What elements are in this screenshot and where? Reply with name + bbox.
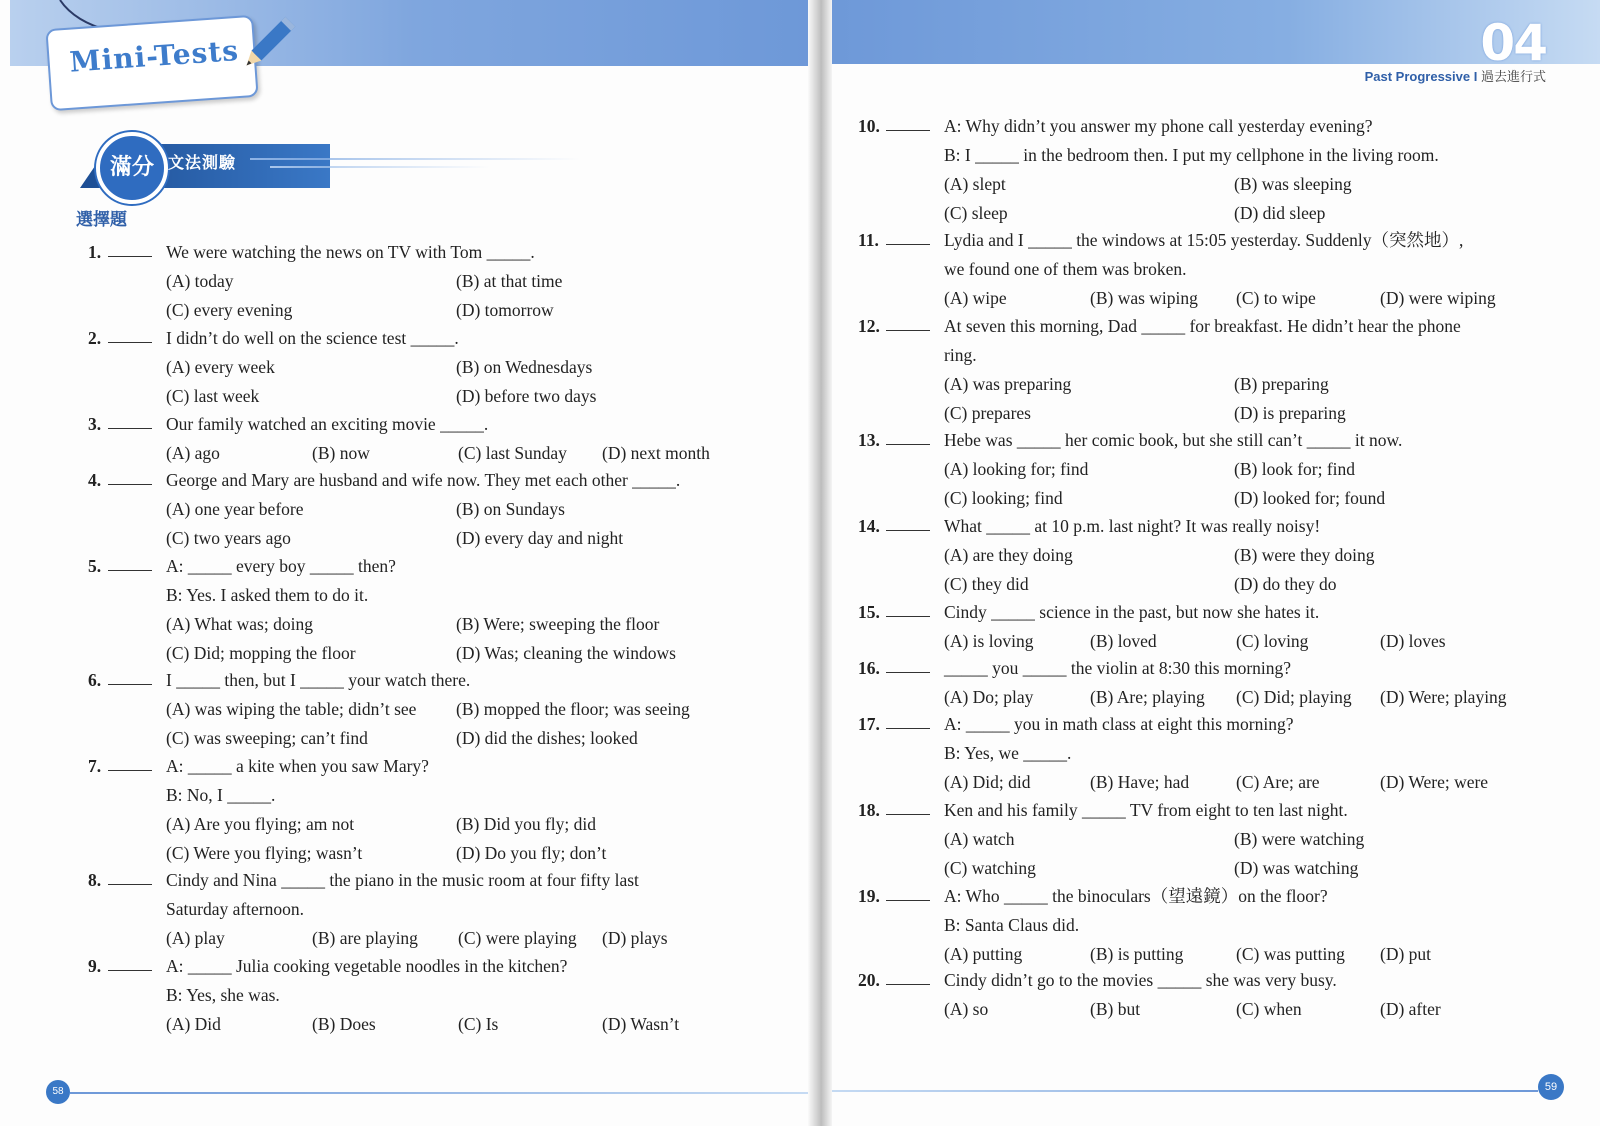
answer-option[interactable]: (C) last week <box>166 386 260 406</box>
question-stem: George and Mary are husband and wife now. They met each other _____. <box>166 470 681 490</box>
question-stem: A: _____ every boy _____ then? <box>166 556 396 576</box>
right-page <box>818 0 1600 1126</box>
answer-blank[interactable] <box>886 530 930 531</box>
question-stem: _____ you _____ the violin at 8:30 this morning? <box>944 658 1292 678</box>
question-number: 6. <box>88 670 102 690</box>
answer-option[interactable]: (B) on Wednesdays <box>456 357 593 377</box>
answer-option[interactable]: (A) What was; doing <box>166 614 313 634</box>
question-stem-continued: B: Santa Claus did. <box>944 915 1080 935</box>
question-stem: A: Who _____ the binoculars（望遠鏡）on the floor? <box>944 886 1328 906</box>
answer-option[interactable]: (A) wipe <box>944 288 1007 308</box>
question-number: 1. <box>88 242 102 262</box>
question-stem-continued: ring. <box>944 345 977 365</box>
answer-option[interactable]: (C) when <box>1236 999 1302 1019</box>
answer-option[interactable]: (C) prepares <box>944 403 1031 423</box>
chapter-title <box>1365 66 1546 85</box>
answer-option[interactable]: (D) put <box>1380 944 1432 964</box>
chapter-title-en: Past Progressive <box>1364 69 1471 84</box>
section-title: 選擇題 <box>76 210 127 230</box>
answer-option[interactable]: (D) Were; playing <box>1380 687 1507 707</box>
question-number: 10. <box>858 116 880 136</box>
answer-blank[interactable] <box>108 884 152 885</box>
answer-option[interactable]: (C) looking; find <box>944 488 1063 508</box>
answer-option[interactable]: (B) were watching <box>1234 829 1365 849</box>
question-number: 13. <box>858 430 880 450</box>
answer-blank[interactable] <box>886 728 930 729</box>
answer-option[interactable]: (D) looked for; found <box>1234 488 1386 508</box>
answer-blank[interactable] <box>886 130 930 131</box>
answer-option[interactable]: (A) are they doing <box>944 545 1073 565</box>
answer-option[interactable]: (C) Is <box>458 1014 499 1034</box>
question-stem: I _____ then, but I _____ your watch there. <box>166 670 471 690</box>
answer-option[interactable]: (C) to wipe <box>1236 288 1316 308</box>
answer-option[interactable]: (A) was wiping the table; didn’t see <box>166 699 417 719</box>
question-stem: A: _____ you in math class at eight this morning? <box>944 714 1294 734</box>
answer-blank[interactable] <box>886 330 930 331</box>
answer-option[interactable]: (B) Does <box>312 1014 376 1034</box>
answer-option[interactable]: (D) did the dishes; looked <box>456 728 638 748</box>
decor-line <box>250 158 580 160</box>
answer-option[interactable]: (D) Was; cleaning the windows <box>456 643 676 663</box>
question-stem: I didn’t do well on the science test _____. <box>166 328 459 348</box>
answer-option[interactable]: (A) looking for; find <box>944 459 1089 479</box>
question-stem: Hebe was _____ her comic book, but she still can’t _____ it now. <box>944 430 1403 450</box>
answer-blank[interactable] <box>886 616 930 617</box>
answer-option[interactable]: (C) Did; mopping the floor <box>166 643 356 663</box>
answer-option[interactable]: (C) was sweeping; can’t find <box>166 728 368 748</box>
question-stem-continued: B: No, I _____. <box>166 785 276 805</box>
answer-option[interactable]: (C) Are; are <box>1236 772 1320 792</box>
answer-option[interactable]: (C) was putting <box>1236 944 1345 964</box>
answer-option[interactable]: (C) loving <box>1236 631 1309 651</box>
question-number: 7. <box>88 756 102 776</box>
question-stem: A: Why didn’t you answer my phone call yesterday evening? <box>944 116 1373 136</box>
question-number: 20. <box>858 970 880 990</box>
answer-option[interactable]: (A) putting <box>944 944 1023 964</box>
answer-option[interactable]: (C) two years ago <box>166 528 291 548</box>
answer-option[interactable]: (C) Were you flying; wasn’t <box>166 843 363 863</box>
question-stem: Cindy _____ science in the past, but now she hates it. <box>944 602 1320 622</box>
answer-blank[interactable] <box>886 984 930 985</box>
question-number: 4. <box>88 470 102 490</box>
chapter-title-separator: I <box>1473 69 1478 84</box>
answer-option[interactable]: (D) is preparing <box>1234 403 1346 423</box>
pencil-icon <box>232 10 302 80</box>
question-item <box>88 952 768 1102</box>
answer-option[interactable]: (B) loved <box>1090 631 1157 651</box>
answer-option[interactable]: (B) now <box>312 443 370 463</box>
answer-option[interactable]: (D) next month <box>602 443 710 463</box>
answer-option[interactable]: (A) Are you flying; am not <box>166 814 355 834</box>
answer-option[interactable]: (B) Have; had <box>1090 772 1190 792</box>
answer-option[interactable]: (A) was preparing <box>944 374 1072 394</box>
footer-line <box>818 1090 1538 1092</box>
answer-option[interactable]: (B) were they doing <box>1234 545 1375 565</box>
answer-blank[interactable] <box>108 970 152 971</box>
question-stem-continued: Saturday afternoon. <box>166 899 305 919</box>
answer-option[interactable]: (A) play <box>166 928 225 948</box>
mini-tests-title: Mini-Tests <box>68 33 240 79</box>
book-gutter <box>808 0 832 1126</box>
answer-option[interactable]: (B) Did you fly; did <box>456 814 596 834</box>
mini-tests-tag <box>45 15 258 111</box>
answer-option[interactable]: (B) mopped the floor; was seeing <box>456 699 690 719</box>
answer-option[interactable]: (A) today <box>166 271 234 291</box>
answer-option[interactable]: (B) look for; find <box>1234 459 1356 479</box>
answer-option[interactable]: (A) Did <box>166 1014 221 1034</box>
answer-option[interactable]: (C) they did <box>944 574 1029 594</box>
answer-option[interactable]: (B) are playing <box>312 928 418 948</box>
answer-option[interactable]: (D) were wiping <box>1380 288 1496 308</box>
answer-blank[interactable] <box>886 672 930 673</box>
answer-blank[interactable] <box>108 342 152 343</box>
answer-option[interactable]: (A) Did; did <box>944 772 1031 792</box>
answer-option[interactable]: (B) Were; sweeping the floor <box>456 614 660 634</box>
answer-option[interactable]: (A) slept <box>944 174 1006 194</box>
chapter-number: 04 <box>1480 14 1546 72</box>
section-header-badge <box>80 128 520 192</box>
answer-blank[interactable] <box>108 770 152 771</box>
question-number: 3. <box>88 414 102 434</box>
question-stem-continued: B: I _____ in the bedroom then. I put my cellphone in the living room. <box>944 145 1439 165</box>
question-number: 16. <box>858 658 880 678</box>
question-stem-continued: B: Yes, she was. <box>166 985 280 1005</box>
question-stem: Lydia and I _____ the windows at 15:05 yesterday. Suddenly（突然地）, <box>944 230 1464 250</box>
question-number: 11. <box>858 230 879 250</box>
question-stem-continued: B: Yes, we _____. <box>944 743 1072 763</box>
answer-option[interactable]: (D) Do you fly; don’t <box>456 843 607 863</box>
answer-blank[interactable] <box>886 244 930 245</box>
question-number: 12. <box>858 316 880 336</box>
question-stem: At seven this morning, Dad _____ for breakfast. He didn’t hear the phone <box>944 316 1461 336</box>
answer-option[interactable]: (D) plays <box>602 928 668 948</box>
answer-option[interactable]: (B) at that time <box>456 271 563 291</box>
question-stem: Cindy and Nina _____ the piano in the music room at four fifty last <box>166 870 639 890</box>
question-stem: Ken and his family _____ TV from eight to ten last night. <box>944 800 1348 820</box>
footer-line <box>70 1092 810 1094</box>
question-stem: What _____ at 10 p.m. last night? It was really noisy! <box>944 516 1321 536</box>
page-number: 59 <box>1538 1074 1564 1100</box>
answer-option[interactable]: (A) watch <box>944 829 1015 849</box>
question-number: 8. <box>88 870 102 890</box>
answer-blank[interactable] <box>108 684 152 685</box>
header-circle: 滿分 <box>96 132 168 204</box>
question-number: 5. <box>88 556 102 576</box>
answer-option[interactable]: (A) every week <box>166 357 275 377</box>
answer-blank[interactable] <box>886 814 930 815</box>
question-number: 19. <box>858 886 880 906</box>
answer-option[interactable]: (D) was watching <box>1234 858 1359 878</box>
question-number: 2. <box>88 328 102 348</box>
question-number: 15. <box>858 602 880 622</box>
answer-option[interactable]: (A) ago <box>166 443 220 463</box>
question-number: 9. <box>88 956 102 976</box>
answer-option[interactable]: (A) is loving <box>944 631 1034 651</box>
chapter-title-zh: 過去進行式 <box>1480 69 1546 84</box>
answer-option[interactable]: (B) was sleeping <box>1234 174 1352 194</box>
answer-option[interactable]: (D) Were; were <box>1380 772 1489 792</box>
question-stem: Cindy didn’t go to the movies _____ she was very busy. <box>944 970 1337 990</box>
question-stem: A: _____ a kite when you saw Mary? <box>166 756 429 776</box>
question-item <box>858 966 1558 1116</box>
answer-option[interactable]: (D) every day and night <box>456 528 624 548</box>
question-number: 17. <box>858 714 880 734</box>
answer-option[interactable]: (A) one year before <box>166 499 304 519</box>
answer-option[interactable]: (D) before two days <box>456 386 597 406</box>
answer-option[interactable]: (C) watching <box>944 858 1036 878</box>
question-stem: A: _____ Julia cooking vegetable noodles in the kitchen? <box>166 956 568 976</box>
answer-option[interactable]: (A) Do; play <box>944 687 1034 707</box>
answer-option[interactable]: (D) Wasn’t <box>602 1014 680 1034</box>
question-stem-continued: B: Yes. I asked them to do it. <box>166 585 369 605</box>
answer-option[interactable]: (A) so <box>944 999 989 1019</box>
answer-blank[interactable] <box>886 444 930 445</box>
header-label: 文法測驗 <box>168 153 237 172</box>
answer-option[interactable]: (D) tomorrow <box>456 300 554 320</box>
question-stem: Our family watched an exciting movie _____. <box>166 414 489 434</box>
answer-option[interactable]: (D) do they do <box>1234 574 1337 594</box>
answer-option[interactable]: (C) last Sunday <box>458 443 567 463</box>
answer-blank[interactable] <box>108 428 152 429</box>
page-number: 58 <box>46 1080 70 1104</box>
answer-option[interactable]: (C) sleep <box>944 203 1008 223</box>
question-number: 18. <box>858 800 880 820</box>
answer-blank[interactable] <box>108 484 152 485</box>
answer-option[interactable]: (B) Are; playing <box>1090 687 1205 707</box>
answer-option[interactable]: (B) was wiping <box>1090 288 1198 308</box>
answer-option[interactable]: (D) loves <box>1380 631 1446 651</box>
decor-line <box>270 166 490 168</box>
answer-blank[interactable] <box>886 900 930 901</box>
answer-blank[interactable] <box>108 256 152 257</box>
answer-option[interactable]: (B) is putting <box>1090 944 1184 964</box>
answer-option[interactable]: (D) after <box>1380 999 1441 1019</box>
question-stem: We were watching the news on TV with Tom _____. <box>166 242 535 262</box>
answer-option[interactable]: (C) Did; playing <box>1236 687 1352 707</box>
answer-option[interactable]: (C) were playing <box>458 928 577 948</box>
answer-option[interactable]: (B) but <box>1090 999 1141 1019</box>
answer-blank[interactable] <box>108 570 152 571</box>
answer-option[interactable]: (B) on Sundays <box>456 499 565 519</box>
answer-option[interactable]: (B) preparing <box>1234 374 1329 394</box>
question-number: 14. <box>858 516 880 536</box>
answer-option[interactable]: (C) every evening <box>166 300 293 320</box>
question-stem-continued: we found one of them was broken. <box>944 259 1187 279</box>
answer-option[interactable]: (D) did sleep <box>1234 203 1326 223</box>
